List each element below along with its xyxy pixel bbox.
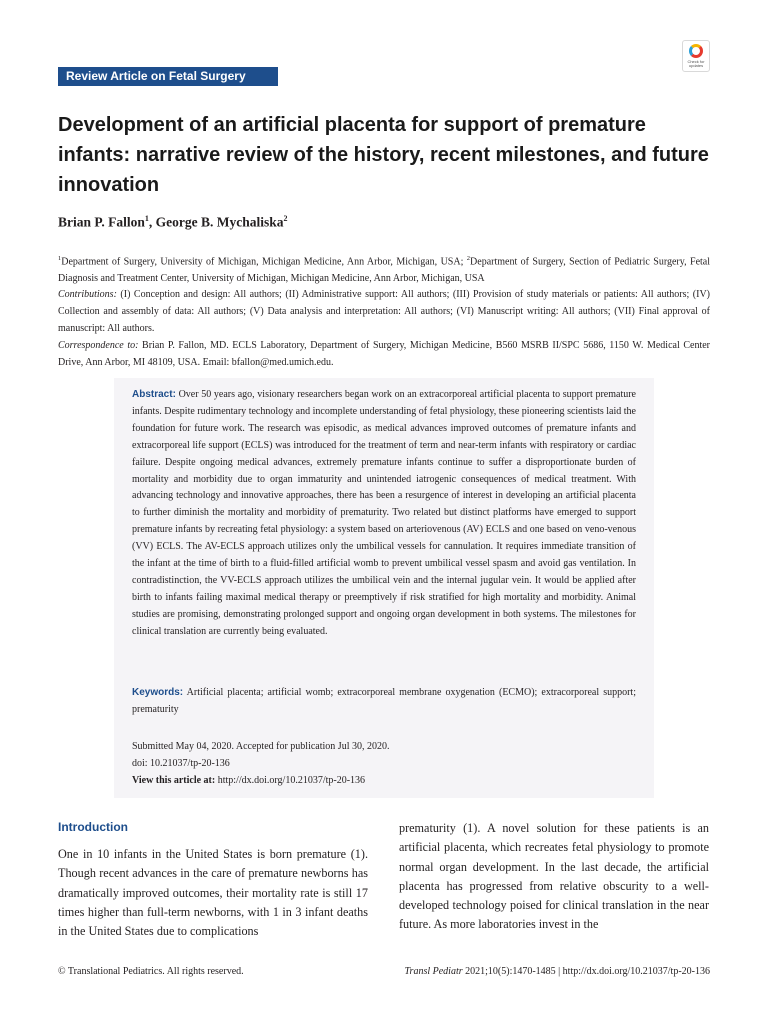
author-list (58, 214, 288, 231)
author-affiliation-number: 2 (283, 214, 288, 223)
footer-citation (405, 966, 710, 977)
correspondence-label: Correspondence to: (58, 340, 139, 351)
correspondence-text: Brian P. Fallon, MD. ECLS Laboratory, Department of Surgery, Michigan Medicine, B560 MSRB II/SPC 5686, 1150 W. Medical Center Drive, Ann Arbor, MI 48109, USA. Email: bfallon@med.umich.edu. (58, 340, 710, 368)
keywords-label: Keywords: (132, 687, 184, 698)
doi: doi: 10.21037/tp-20-136 (132, 758, 230, 769)
footer-journal: Transl Pediatr (404, 966, 463, 977)
view-article-label: View this article at: (132, 775, 216, 786)
footer-copyright: © Translational Pediatrics. All rights reserved. (58, 966, 244, 977)
section-heading-introduction: Introduction (58, 820, 128, 834)
crossmark-icon (689, 44, 703, 58)
contributions-label: Contributions: (58, 289, 117, 300)
crossmark-badge[interactable] (682, 40, 710, 72)
keywords (132, 685, 636, 719)
author-name: Brian P. Fallon (58, 214, 145, 230)
contributions (58, 286, 710, 337)
affiliation-text: Department of Surgery, University of Michigan, Michigan Medicine, Ann Arbor, Michigan, USA; (61, 256, 467, 268)
section-tag: Review Article on Fetal Surgery (58, 67, 278, 86)
abstract-text: Over 50 years ago, visionary researchers began work on an extracorporeal artificial placenta to support premature infants. Despite rudimentary technology and incomplete understanding of fetal physiology, these pioneering scientists laid the foundation for future work. The research was episodic, as medical advances improved outcomes of premature infants and extracorporeal life support (ECLS) was introduced for the treatment of term and near-term infants with respiratory or cardiac failure. Despite ongoing medical advances, extremely premature infants continue to suffer a disproportionate burden of mortality and morbidity due to organ immaturity and unintended iatrogenic consequences of medical treatment. With advancing technology and innovative approaches, there has been a resurgence of interest in developing an artificial placenta to further diminish the mortality and morbidity of prematurity. Two related but distinct platforms have emerged to support premature infants by recreating fetal physiology: a system based on arteriovenous (AV) ECLS and one based on veno-venous (VV) ECLS. The AV-ECLS approach utilizes only the umbilical vessels for cannulation. It requires immediate transition of the infant at the time of birth to a fluid-filled artificial womb to prevent umbilical vessel spasm and avoid gas ventilation. In contradistinction, the VV-ECLS approach utilizes the umbilical vein and the internal jugular vein. It would be applied after birth to infants failing maximal medical therapy or preemptively if risk stratified for high mortality and morbidity. Animal studies are promising, demonstrating prolonged support and ongoing organ development in both systems. The milestones for clinical translation are currently being evaluated. (132, 389, 636, 637)
abstract-label: Abstract: (132, 389, 176, 400)
affiliations (58, 250, 710, 287)
crossmark-label: Check for updates (687, 59, 705, 68)
author-separator: , (148, 214, 156, 230)
body-text-right-column: prematurity (1). A novel solution for these patients is an artificial placenta, which recreates fetal physiology to promote normal organ development. In the last decade, the artificial placenta has progressed from relative obscurity to a well-developed technology poised for clinical translation in the near future. As more laboratories invest in the (399, 821, 709, 932)
affiliation-text: Department of Surgery, Section of Pediatric Surgery, Fetal Diagnosis and Treatment Center, University of Michigan, Michigan Medicine, Ann Arbor, Michigan, USA (58, 256, 710, 285)
abstract (132, 387, 636, 641)
affiliation-number: 2 (466, 255, 471, 262)
correspondence (58, 337, 710, 371)
contributions-text: (I) Conception and design: All authors; (II) Administrative support: All authors; (III) Provision of study materials or patients: All authors; (IV) Collection and assembly of data: All authors; (V) Data analysis and interpretation: All authors; (VI) Manuscript writing: All authors; (VII) Final approval of manuscript: All authors. (58, 289, 710, 334)
view-article (132, 772, 365, 789)
keywords-text: Artificial placenta; artificial womb; extracorporeal membrane oxygenation (ECMO); extracorporeal support; prematurity (132, 687, 636, 715)
view-article-link[interactable]: http://dx.doi.org/10.21037/tp-20-136 (215, 775, 366, 786)
body-text-left-column: One in 10 infants in the United States is born premature (1). Though recent advances in the care of premature newborns has dramatically improved outcomes, their mortality rate is still 17 times higher than full-term newborns, with 1 in 3 infant deaths in the United States due to complications (58, 847, 368, 939)
author-affiliation-number: 1 (144, 214, 149, 223)
footer-citation-text: 2021;10(5):1470-1485 | http://dx.doi.org/10.21037/tp-20-136 (462, 966, 710, 977)
submission-dates: Submitted May 04, 2020. Accepted for publication Jul 30, 2020. (132, 741, 390, 752)
author-name: George B. Mychaliska (155, 214, 284, 230)
article-title: Development of an artificial placenta for support of premature infants: narrative review of the history, recent milestones, and future innovation (58, 114, 709, 196)
affiliation-number: 1 (58, 255, 62, 262)
